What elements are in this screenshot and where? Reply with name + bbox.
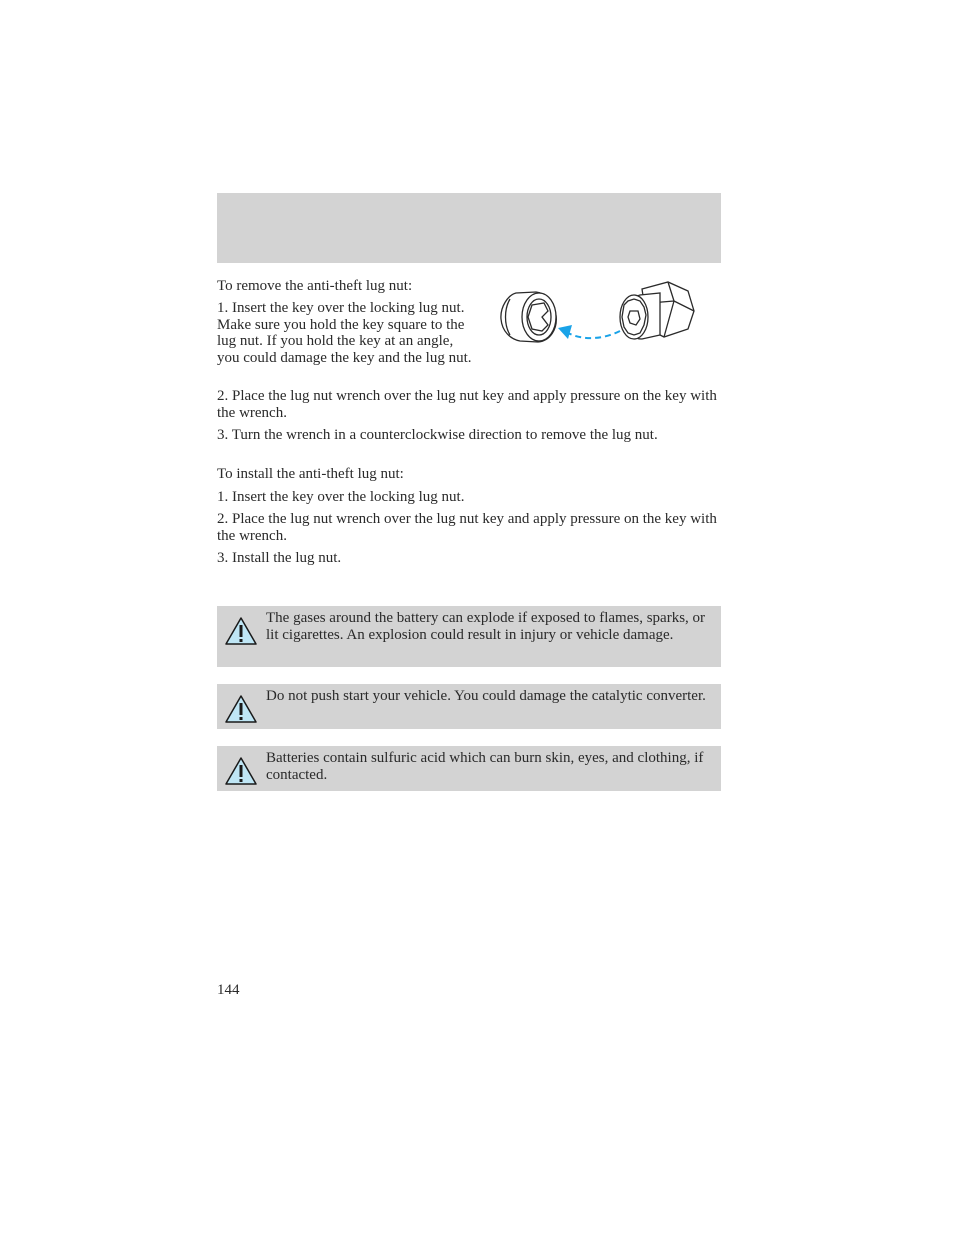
warning-text: Batteries contain sulfuric acid which can burn skin, eyes, and clothing, if contacted. (266, 750, 704, 783)
warning-triangle-icon (224, 616, 258, 646)
remove-step-3: 3. Turn the wrench in a counterclockwise direction to remove the lug nut. (217, 427, 658, 443)
warning-text: The gases around the battery can explode if exposed to flames, sparks, or lit cigarettes. An explosion could result in injury or vehicle damage. (266, 610, 706, 643)
locking-lug-nut-icon (620, 282, 694, 339)
warning-triangle-icon (224, 756, 258, 786)
remove-step-1: 1. Insert the key over the locking lug nut. Make sure you hold the key square to the lug nut. If you hold the key at an angle, you could damage the key and the lug nut. (217, 300, 472, 366)
install-step-3: 3. Install the lug nut. (217, 550, 342, 566)
warning-box (217, 606, 721, 667)
remove-intro: To remove the anti-theft lug nut: (217, 278, 413, 294)
warning-box (217, 746, 721, 791)
page-number: 144 (217, 982, 240, 998)
direction-arrow (558, 325, 620, 339)
remove-step-2: 2. Place the lug nut wrench over the lug nut key and apply pressure on the key with the wrench. (217, 388, 717, 421)
warning-text: Do not push start your vehicle. You could damage the catalytic converter. (266, 688, 706, 704)
install-step-1: 1. Insert the key over the locking lug nut. (217, 489, 465, 505)
warning-triangle-icon (224, 694, 258, 724)
lug-nut-key-icon (501, 292, 556, 342)
section-header-band (217, 193, 721, 263)
lug-nut-key-illustration (492, 277, 702, 349)
warning-box (217, 684, 721, 729)
install-step-2: 2. Place the lug nut wrench over the lug nut key and apply pressure on the key with the wrench. (217, 511, 717, 544)
install-intro: To install the anti-theft lug nut: (217, 466, 404, 482)
